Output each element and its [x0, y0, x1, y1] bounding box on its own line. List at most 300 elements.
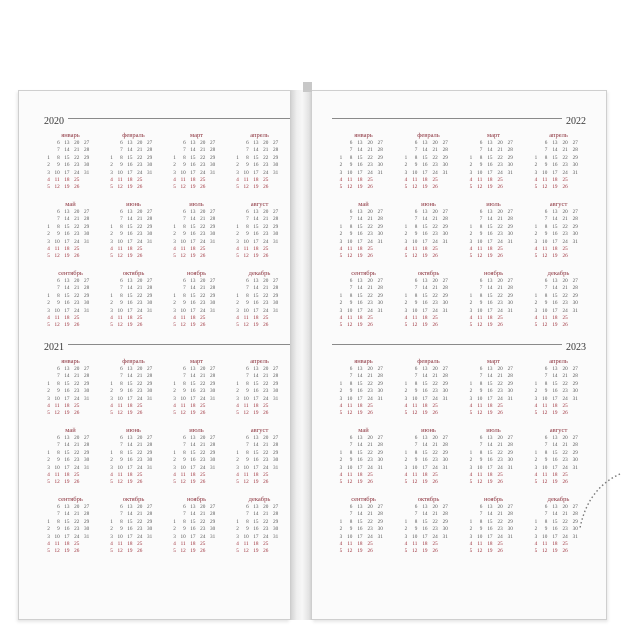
day-number: 12 [477, 322, 483, 329]
day-number: 30 [83, 231, 90, 238]
day-number: 28 [146, 285, 153, 292]
day-number: 2 [404, 162, 408, 169]
day-number: 12 [412, 184, 418, 191]
day-number: 27 [572, 278, 578, 284]
calendar-2022 [332, 118, 590, 336]
day-number: 7 [120, 147, 123, 154]
day-number [513, 246, 523, 253]
day-number: 14 [422, 442, 428, 449]
day-number: 31 [507, 533, 513, 540]
day-number: 7 [120, 373, 123, 380]
day-number: 21 [200, 147, 206, 154]
day-number: 16 [552, 526, 558, 533]
day-number: 27 [209, 435, 216, 441]
day-number: 11 [347, 541, 353, 548]
day-number: 29 [377, 380, 383, 387]
day-number [448, 366, 458, 373]
day-number: 10 [180, 395, 186, 402]
day-number: 4 [534, 403, 538, 410]
day-number: 5 [173, 322, 176, 329]
day-number: 4 [339, 403, 343, 410]
day-number: 2 [339, 231, 343, 238]
day-number: 4 [236, 177, 239, 184]
day-number: 6 [349, 366, 353, 372]
day-number: 23 [263, 300, 269, 307]
day-number: 23 [367, 388, 373, 395]
day-number: 23 [137, 162, 143, 169]
day-number: 2 [236, 162, 239, 169]
day-number: 24 [74, 238, 80, 245]
day-number [568, 322, 578, 329]
day-number: 27 [507, 435, 513, 441]
calendar-2020 [40, 118, 290, 336]
day-number: 6 [479, 278, 483, 284]
day-number [527, 373, 537, 380]
day-number: 2 [404, 457, 408, 464]
day-number [438, 322, 448, 329]
day-number: 5 [47, 322, 50, 329]
day-number: 1 [469, 449, 473, 456]
day-number: 29 [442, 154, 448, 161]
day-number: 30 [572, 526, 578, 533]
day-number: 15 [357, 449, 363, 456]
day-number [397, 504, 407, 511]
day-number: 7 [349, 216, 353, 223]
day-number: 26 [200, 479, 206, 486]
month-cell [166, 270, 227, 336]
day-number: 14 [422, 147, 428, 154]
day-number: 21 [562, 216, 568, 223]
day-number: 25 [200, 472, 206, 479]
day-number: 8 [544, 449, 548, 456]
day-number: 18 [190, 541, 196, 548]
day-number [278, 170, 288, 177]
day-number: 3 [404, 169, 408, 176]
day-number: 2 [47, 162, 50, 169]
day-number: 27 [507, 140, 513, 146]
day-number: 23 [432, 526, 438, 533]
day-number: 8 [183, 449, 186, 456]
day-number: 9 [57, 300, 60, 307]
day-number [215, 278, 225, 285]
day-number [89, 479, 99, 486]
day-number: 4 [534, 472, 538, 479]
day-number: 18 [552, 246, 558, 253]
day-number: 1 [469, 223, 473, 230]
day-number [278, 373, 288, 380]
day-number: 1 [469, 154, 473, 161]
day-number: 10 [542, 464, 548, 471]
day-number: 19 [64, 548, 70, 555]
day-number: 21 [497, 285, 503, 292]
day-number [448, 410, 458, 417]
day-number: 5 [173, 253, 176, 260]
day-number [278, 435, 288, 442]
day-number [383, 162, 393, 169]
day-number: 9 [479, 526, 483, 533]
day-number [513, 388, 523, 395]
day-number: 26 [497, 253, 503, 260]
day-number: 10 [117, 238, 123, 245]
day-number: 27 [377, 504, 383, 510]
day-number: 3 [534, 533, 538, 540]
day-number: 5 [47, 253, 50, 260]
month-cell [332, 132, 395, 198]
day-number [568, 253, 578, 260]
day-number: 19 [487, 184, 493, 191]
day-number: 24 [200, 169, 206, 176]
day-number [438, 541, 448, 548]
day-number: 9 [414, 526, 418, 533]
day-number: 13 [552, 140, 558, 146]
day-number: 4 [534, 541, 538, 548]
day-number: 31 [83, 238, 90, 245]
day-number [448, 450, 458, 457]
day-number: 12 [412, 253, 418, 260]
day-number [79, 315, 89, 322]
day-number [89, 366, 99, 373]
day-number: 6 [414, 366, 418, 372]
day-number: 4 [47, 541, 50, 548]
day-number: 8 [183, 380, 186, 387]
day-number: 8 [479, 449, 483, 456]
day-number: 20 [137, 209, 143, 215]
day-number: 9 [544, 388, 548, 395]
day-number: 21 [562, 511, 568, 518]
day-number: 2 [236, 388, 239, 395]
day-number: 21 [200, 373, 206, 380]
day-number: 10 [54, 238, 60, 245]
day-number [513, 322, 523, 329]
bookmark-ribbon [303, 82, 312, 92]
day-number: 8 [57, 154, 60, 161]
day-number [152, 526, 162, 533]
day-number: 18 [357, 246, 363, 253]
day-number: 8 [120, 154, 123, 161]
day-number: 7 [544, 216, 548, 223]
day-number [89, 293, 99, 300]
day-number [448, 435, 458, 442]
day-number: 28 [377, 511, 383, 518]
day-number: 8 [479, 154, 483, 161]
day-number: 27 [146, 504, 153, 510]
day-number [527, 504, 537, 511]
day-number: 6 [414, 209, 418, 215]
day-number: 15 [253, 223, 259, 230]
day-number: 21 [367, 373, 373, 380]
day-number: 13 [190, 504, 196, 510]
day-number [40, 373, 50, 380]
day-number: 30 [377, 231, 383, 238]
day-number: 22 [263, 518, 269, 525]
day-number: 20 [497, 209, 503, 215]
day-number: 21 [497, 373, 503, 380]
day-number: 18 [127, 315, 133, 322]
day-number: 18 [253, 246, 259, 253]
day-number: 24 [432, 169, 438, 176]
day-number [215, 381, 225, 388]
month-name: февраль [122, 132, 145, 139]
day-number: 25 [137, 541, 143, 548]
day-number [578, 239, 588, 246]
day-number [152, 216, 162, 223]
day-number: 1 [47, 154, 50, 161]
day-number [215, 450, 225, 457]
month-name: ноябрь [483, 270, 504, 277]
day-number: 21 [200, 216, 206, 223]
day-number: 6 [544, 140, 548, 146]
day-number: 14 [64, 442, 70, 449]
day-number: 8 [414, 292, 418, 299]
day-number [383, 308, 393, 315]
day-number: 3 [236, 307, 239, 314]
day-number [215, 479, 225, 486]
day-numbers [397, 366, 460, 418]
day-number [568, 315, 578, 322]
day-number: 4 [110, 246, 113, 253]
day-number: 10 [243, 169, 249, 176]
day-number: 20 [200, 278, 206, 284]
day-number [503, 177, 513, 184]
day-number: 1 [47, 518, 50, 525]
day-number: 5 [110, 410, 113, 417]
day-number [40, 140, 50, 147]
day-number [383, 231, 393, 238]
day-number [448, 504, 458, 511]
day-number: 5 [236, 479, 239, 486]
day-number: 11 [542, 541, 548, 548]
day-number: 20 [74, 140, 80, 146]
day-number: 11 [412, 472, 418, 479]
day-number: 12 [117, 184, 123, 191]
day-number [397, 373, 407, 380]
day-number: 12 [54, 322, 60, 329]
day-number: 6 [479, 504, 483, 510]
day-number [397, 511, 407, 518]
day-number: 17 [487, 395, 493, 402]
day-number [215, 155, 225, 162]
day-number: 24 [432, 464, 438, 471]
day-number [448, 216, 458, 223]
day-number: 15 [357, 154, 363, 161]
day-number: 19 [64, 479, 70, 486]
day-number [229, 285, 239, 292]
day-number: 30 [209, 388, 216, 395]
day-number: 28 [83, 373, 90, 380]
day-number [215, 315, 225, 322]
day-number: 5 [534, 479, 538, 486]
day-number: 13 [64, 366, 70, 372]
month-name: ноябрь [186, 496, 207, 503]
day-number: 30 [146, 526, 153, 533]
day-number [278, 285, 288, 292]
day-number: 3 [339, 395, 343, 402]
day-number: 16 [127, 526, 133, 533]
day-number: 5 [110, 253, 113, 260]
day-number [513, 403, 523, 410]
day-number: 25 [263, 472, 269, 479]
day-number: 15 [127, 292, 133, 299]
day-number: 29 [377, 518, 383, 525]
day-number: 3 [404, 533, 408, 540]
day-number [152, 315, 162, 322]
day-number: 25 [74, 246, 80, 253]
day-number: 23 [74, 162, 80, 169]
day-number: 5 [110, 548, 113, 555]
day-number: 15 [64, 449, 70, 456]
day-number: 9 [544, 457, 548, 464]
day-number: 5 [469, 184, 473, 191]
day-number [89, 534, 99, 541]
day-number: 28 [272, 147, 279, 154]
day-number: 27 [83, 140, 90, 146]
day-number [152, 293, 162, 300]
day-numbers [40, 435, 101, 487]
day-number: 22 [432, 380, 438, 387]
day-number: 31 [146, 533, 153, 540]
month-name: сентябрь [58, 270, 83, 277]
month-cell [397, 358, 460, 424]
day-number: 21 [562, 442, 568, 449]
day-number: 20 [263, 366, 269, 372]
month-cell [397, 270, 460, 336]
day-number: 24 [367, 169, 373, 176]
month-name: май [65, 201, 76, 208]
day-number: 3 [339, 169, 343, 176]
day-number: 2 [469, 300, 473, 307]
day-number: 9 [183, 231, 186, 238]
day-number: 30 [146, 231, 153, 238]
day-numbers [229, 278, 290, 330]
day-number [79, 479, 89, 486]
day-number: 23 [562, 300, 568, 307]
day-number: 14 [190, 442, 196, 449]
day-number: 21 [562, 147, 568, 154]
day-number: 30 [272, 300, 279, 307]
day-number: 16 [487, 300, 493, 307]
day-number: 6 [349, 504, 353, 510]
day-number: 8 [120, 292, 123, 299]
day-number: 29 [83, 380, 90, 387]
day-number: 6 [183, 209, 186, 215]
day-number: 28 [442, 442, 448, 449]
day-number: 25 [432, 246, 438, 253]
day-number [278, 300, 288, 307]
day-number [383, 388, 393, 395]
day-number: 31 [146, 307, 153, 314]
day-number: 1 [236, 154, 239, 161]
month-cell [332, 427, 395, 493]
day-number: 30 [442, 526, 448, 533]
day-number: 26 [137, 322, 143, 329]
day-number: 23 [74, 300, 80, 307]
day-number: 2 [469, 526, 473, 533]
day-number: 17 [127, 533, 133, 540]
day-number: 31 [272, 307, 279, 314]
day-number: 23 [562, 457, 568, 464]
day-number: 29 [272, 380, 279, 387]
day-number: 11 [347, 177, 353, 184]
day-number: 4 [173, 541, 176, 548]
day-number [578, 278, 588, 285]
day-number: 20 [137, 366, 143, 372]
day-number [79, 403, 89, 410]
day-number [142, 315, 152, 322]
day-number: 9 [57, 231, 60, 238]
day-number: 16 [127, 388, 133, 395]
day-number [383, 396, 393, 403]
day-number: 17 [190, 464, 196, 471]
day-number: 5 [469, 410, 473, 417]
day-number: 28 [272, 285, 279, 292]
day-number: 29 [442, 380, 448, 387]
day-number [89, 246, 99, 253]
day-number [89, 465, 99, 472]
day-number: 18 [64, 177, 70, 184]
day-number: 26 [432, 410, 438, 417]
month-cell [462, 201, 525, 267]
day-number: 18 [422, 541, 428, 548]
day-number: 19 [190, 410, 196, 417]
day-number [513, 216, 523, 223]
day-number: 19 [552, 322, 558, 329]
day-number: 29 [572, 154, 578, 161]
day-number: 20 [367, 209, 373, 215]
day-number: 9 [349, 457, 353, 464]
day-number: 11 [243, 246, 249, 253]
day-number: 4 [236, 472, 239, 479]
month-name: март [487, 132, 500, 139]
day-numbers [397, 435, 460, 487]
day-number [215, 465, 225, 472]
day-number: 7 [544, 442, 548, 449]
day-number: 17 [422, 395, 428, 402]
day-number: 23 [74, 388, 80, 395]
month-cell [462, 427, 525, 493]
month-cell [397, 201, 460, 267]
day-number: 25 [432, 403, 438, 410]
day-number: 31 [572, 238, 578, 245]
day-number [278, 322, 288, 329]
day-number: 9 [246, 388, 249, 395]
day-number: 31 [83, 169, 90, 176]
day-number [152, 147, 162, 154]
day-number: 6 [544, 278, 548, 284]
day-number [79, 322, 89, 329]
day-number: 30 [377, 526, 383, 533]
month-name: май [358, 427, 369, 434]
month-cell [103, 201, 164, 267]
day-number: 3 [173, 533, 176, 540]
day-number: 10 [243, 464, 249, 471]
day-number: 12 [54, 253, 60, 260]
day-number [448, 548, 458, 555]
day-number [215, 511, 225, 518]
day-number: 28 [146, 216, 153, 223]
day-number [513, 504, 523, 511]
day-number: 25 [497, 403, 503, 410]
day-number: 2 [47, 231, 50, 238]
day-number: 30 [146, 457, 153, 464]
day-number [205, 246, 215, 253]
day-number [215, 504, 225, 511]
day-number: 9 [349, 526, 353, 533]
day-number: 17 [357, 238, 363, 245]
day-number: 17 [190, 533, 196, 540]
day-numbers [103, 140, 164, 192]
day-number: 13 [64, 504, 70, 510]
day-number: 29 [507, 292, 513, 299]
